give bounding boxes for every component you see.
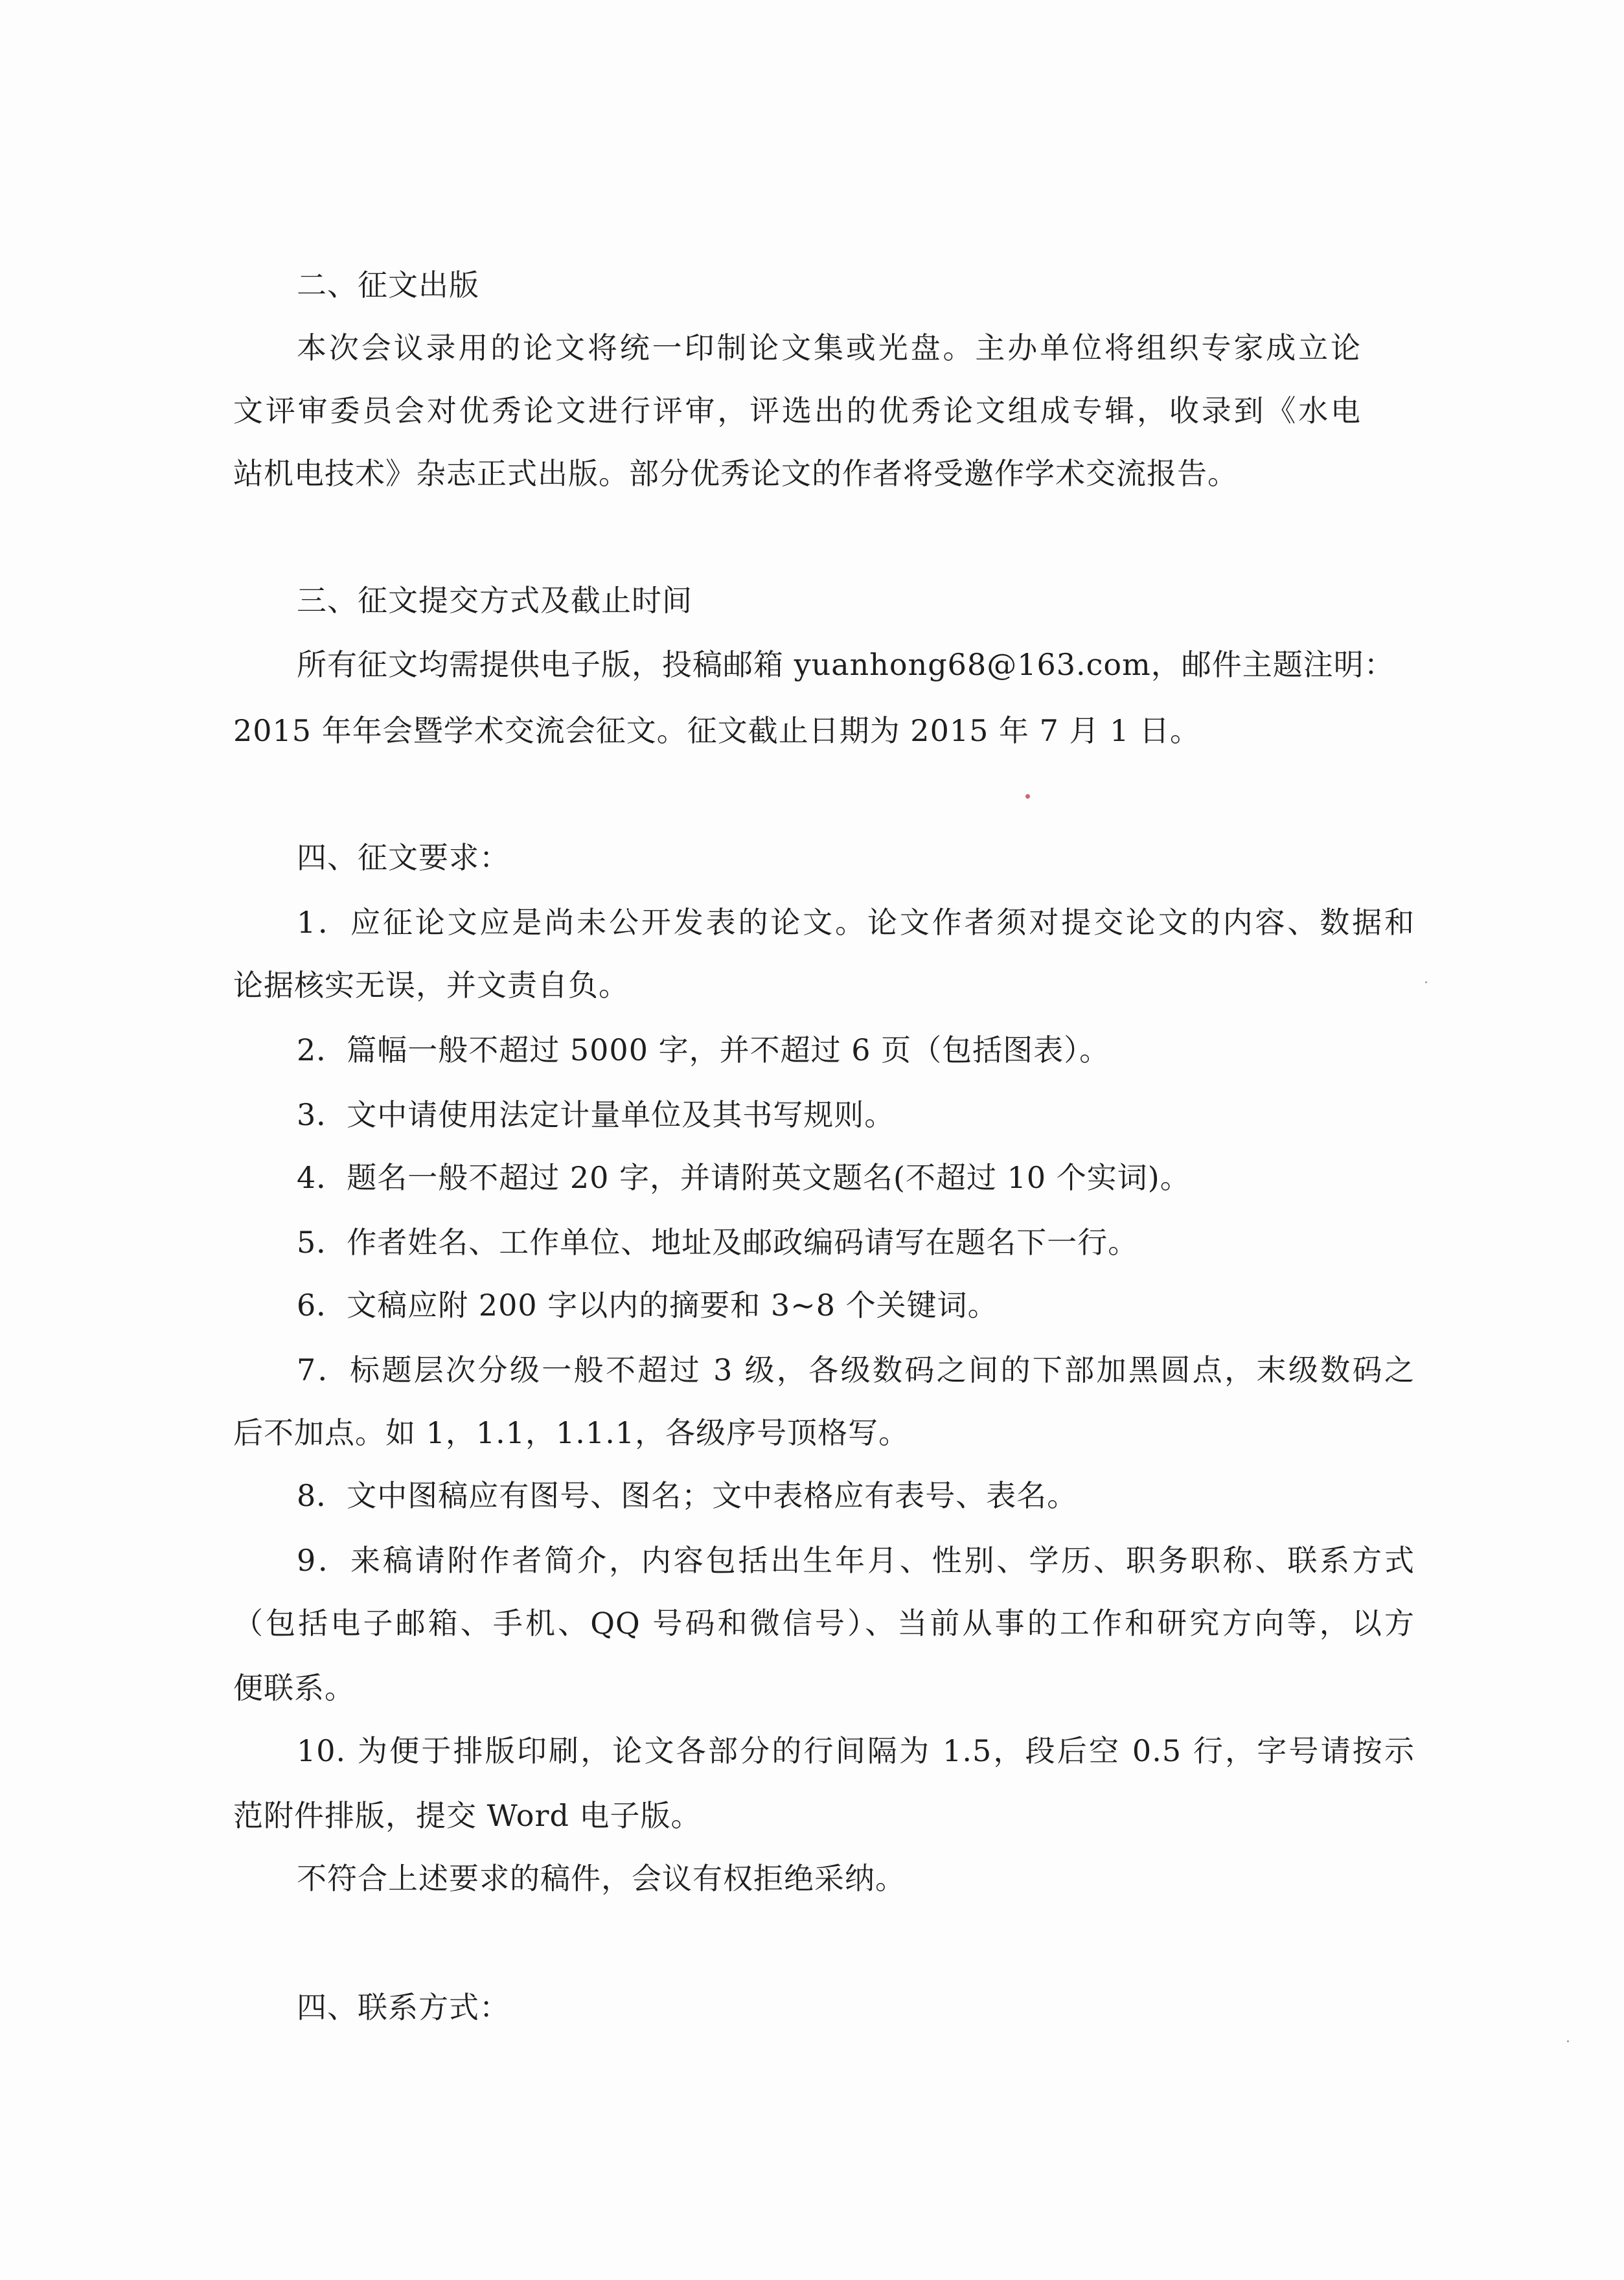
list-item: 2．篇幅一般不超过 5000 字，并不超过 6 页（包括图表）。 <box>297 1032 1110 1067</box>
list-item: 1．应征论文应是尚未公开发表的论文。论文作者须对提交论文的内容、数据和 <box>297 905 1415 940</box>
list-item: 6．文稿应附 200 字以内的摘要和 3~8 个关键词。 <box>297 1288 998 1323</box>
paragraph-line: 站机电技术》杂志正式出版。部分优秀论文的作者将受邀作学术交流报告。 <box>233 456 1238 491</box>
section-heading-requirements: 四、征文要求： <box>297 840 510 875</box>
list-item-continuation: （包括电子邮箱、手机、QQ 号码和微信号）、当前从事的工作和研究方向等，以方 <box>233 1606 1415 1641</box>
paragraph-line: 2015 年年会暨学术交流会征文。征文截止日期为 2015 年 7 月 1 日。 <box>233 713 1201 748</box>
scan-speck <box>1425 981 1427 983</box>
list-item: 10. 为便于排版印刷，论文各部分的行间隔为 1.5，段后空 0.5 行，字号请按示 <box>297 1733 1415 1768</box>
list-item: 4．题名一般不超过 20 字，并请附英文题名(不超过 10 个实词)。 <box>297 1160 1191 1195</box>
list-item: 5．作者姓名、工作单位、地址及邮政编码请写在题名下一行。 <box>297 1225 1139 1260</box>
paragraph-line: 所有征文均需提供电子版，投稿邮箱 yuanhong68@163.com，邮件主题注明： <box>297 647 1395 682</box>
scan-speck <box>1567 2040 1569 2042</box>
ink-mark <box>1025 794 1030 799</box>
list-item-continuation: 论据核实无误，并文责自负。 <box>233 968 629 1003</box>
paragraph-line: 本次会议录用的论文将统一印制论文集或光盘。主办单位将组织专家成立论 <box>297 330 1361 365</box>
paragraph-line: 文评审委员会对优秀论文进行评审，评选出的优秀论文组成专辑，收录到《水电 <box>233 393 1361 428</box>
list-item: 9．来稿请附作者简介，内容包括出生年月、性别、学历、职务职称、联系方式 <box>297 1543 1415 1578</box>
section-heading-contact: 四、联系方式： <box>297 1990 510 2025</box>
list-item: 8．文中图稿应有图号、图名；文中表格应有表号、表名。 <box>297 1478 1078 1513</box>
list-item: 3．文中请使用法定计量单位及其书写规则。 <box>297 1097 895 1132</box>
section-heading-publication: 二、征文出版 <box>297 268 479 302</box>
list-item-continuation: 便联系。 <box>233 1670 355 1705</box>
list-item-continuation: 范附件排版，提交 Word 电子版。 <box>233 1798 702 1833</box>
section-heading-submission: 三、征文提交方式及截止时间 <box>297 583 692 618</box>
list-item: 7．标题层次分级一般不超过 3 级，各级数码之间的下部加黑圆点，末级数码之 <box>297 1352 1415 1387</box>
list-item-continuation: 后不加点。如 1，1.1，1.1.1，各级序号顶格写。 <box>233 1415 909 1450</box>
closing-note: 不符合上述要求的稿件，会议有权拒绝采纳。 <box>297 1861 906 1896</box>
